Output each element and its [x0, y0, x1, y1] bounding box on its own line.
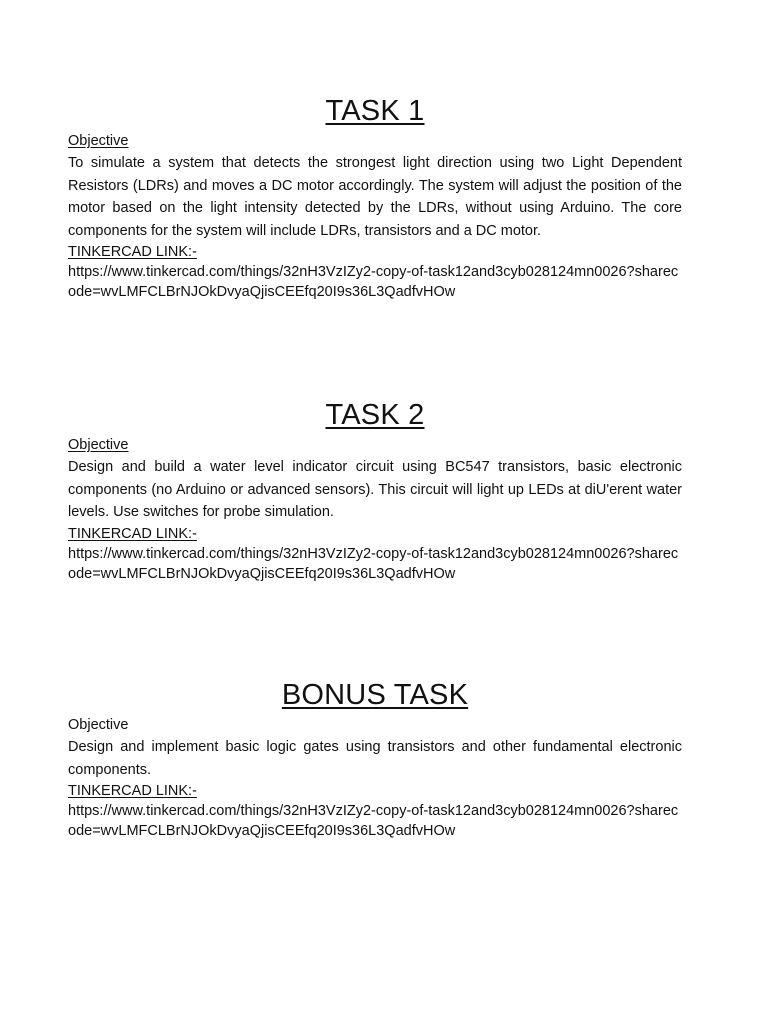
- task-1-link-url[interactable]: https://www.tinkercad.com/things/32nH3VzIZy2-copy-of-task12and3cyb028124mn0026?sharecode=wvLMFCLBrNJOkDvyaQjisCEEfq20I9s36L3QadfvHOw: [68, 264, 679, 300]
- task-1-description: To simulate a system that detects the strongest light direction using two Light Dependent Resistors (LDRs) and moves a DC motor accordingly. The system will adjust the position of the motor based on the light intensity detected by the LDRs, without using Arduino. The core components for the system will include LDRs, transistors and a DC motor.: [68, 155, 682, 239]
- task-1-section: [68, 92, 682, 302]
- task-1-objective-label: Objective: [68, 133, 129, 149]
- task-1-link-label: TINKERCAD LINK:-: [68, 244, 197, 260]
- task-2-link-label: TINKERCAD LINK:-: [68, 525, 197, 542]
- task-2-description: Design and build a water level indicator circuit using BC547 transistors, basic electronic components (no Arduino or advanced sensors). This circuit will light up LEDs at diU'erent water levels. Use switches for probe simulation.: [68, 459, 682, 520]
- bonus-task-section: [68, 676, 682, 841]
- task-1-title: TASK 1: [325, 95, 425, 127]
- bonus-task-objective-label: Objective: [68, 717, 129, 733]
- bonus-task-title: BONUS TASK: [281, 679, 469, 711]
- task-2-objective-label: Objective: [68, 437, 129, 453]
- bonus-task-link-label: TINKERCAD LINK:-: [68, 783, 197, 799]
- task-2-section: [68, 396, 682, 584]
- bonus-task-description: Design and implement basic logic gates using transistors and other fundamental electronic components.: [68, 739, 682, 778]
- task-2-link-url[interactable]: https://www.tinkercad.com/things/32nH3VzIZy2-copy-of-task12and3cyb028124mn0026?sharecode=wvLMFCLBrNJOkDvyaQjisCEEfq20I9s36L3QadfvHOw: [68, 545, 679, 582]
- bonus-task-link-url[interactable]: https://www.tinkercad.com/things/32nH3VzIZy2-copy-of-task12and3cyb028124mn0026?sharecode=wvLMFCLBrNJOkDvyaQjisCEEfq20I9s36L3QadfvHOw: [68, 803, 679, 839]
- task-2-title: TASK 2: [325, 399, 425, 431]
